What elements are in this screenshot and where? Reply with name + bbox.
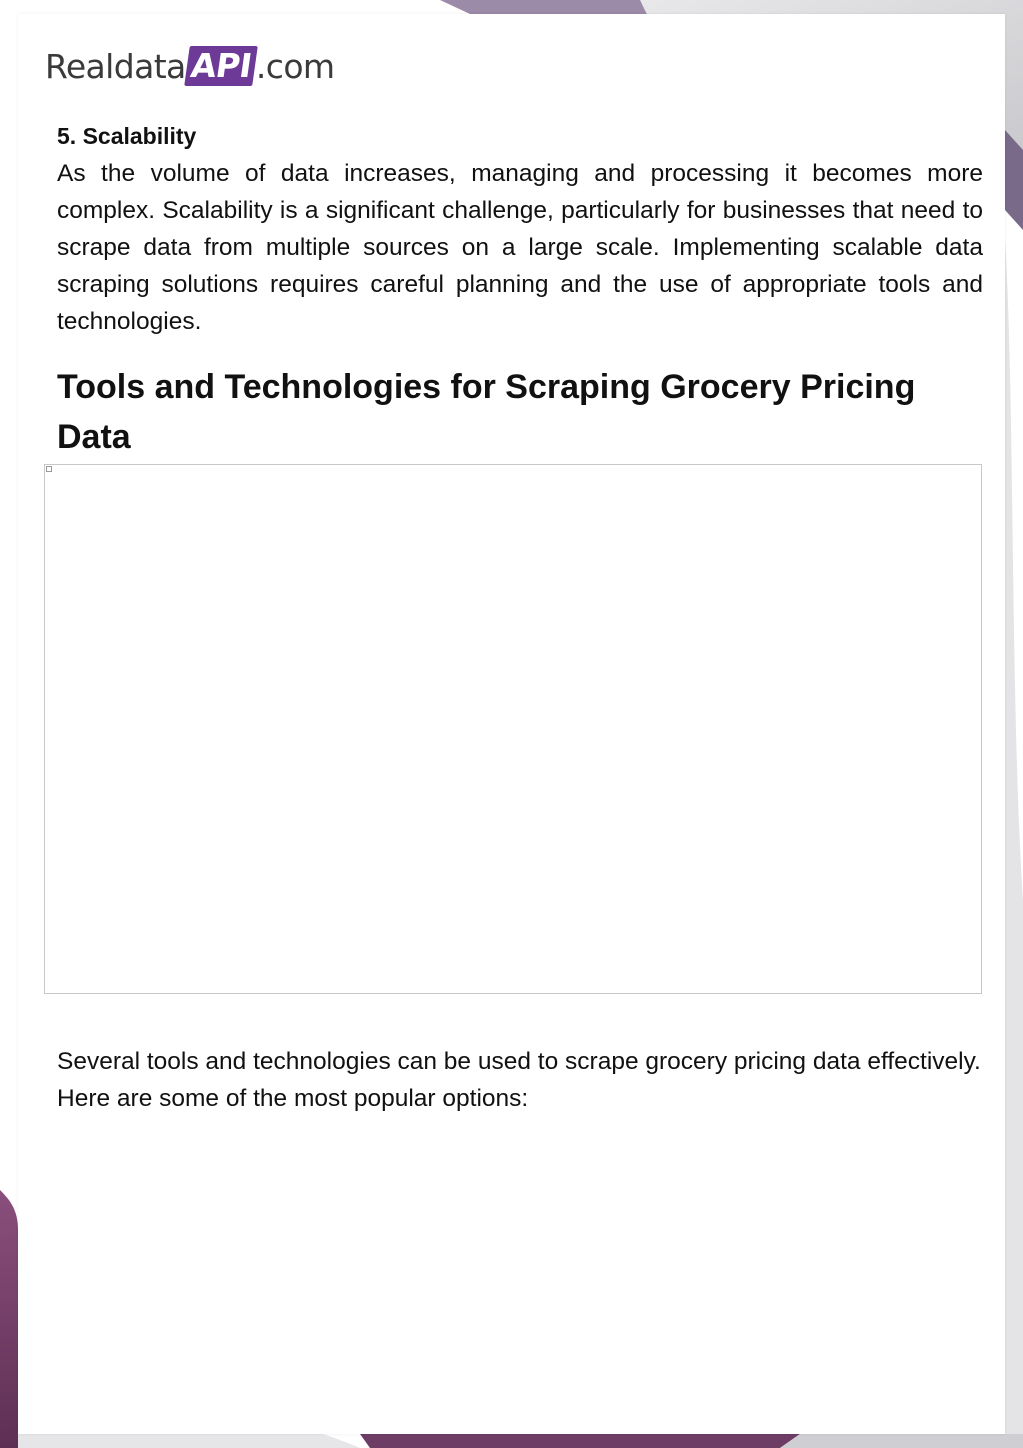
logo-text-com: .com (255, 46, 335, 86)
realdataapi-logo (45, 40, 334, 92)
tools-intro-paragraph: Several tools and technologies can be used to scrape grocery pricing data effectively. Here are some of the most popular options: (57, 1048, 981, 1112)
logo-text-realdata: Realdata (45, 46, 186, 86)
scalability-paragraph: As the volume of data increases, managing and processing it becomes more complex. Scalability is a significant challenge, particularly for businesses that need to scrape data from multiple sources on a large scale. Implementing scalable data scraping solutions requires careful planning and the use of appropriate tools and technologies. (57, 160, 983, 335)
logo-text-api: API (184, 46, 258, 86)
scalability-heading: 5. Scalability (57, 123, 197, 149)
main-content (57, 118, 983, 462)
tools-section-title: Tools and Technologies for Scraping Grocery Pricing Data (57, 368, 916, 456)
broken-image-icon (46, 466, 52, 472)
image-placeholder (44, 464, 982, 994)
